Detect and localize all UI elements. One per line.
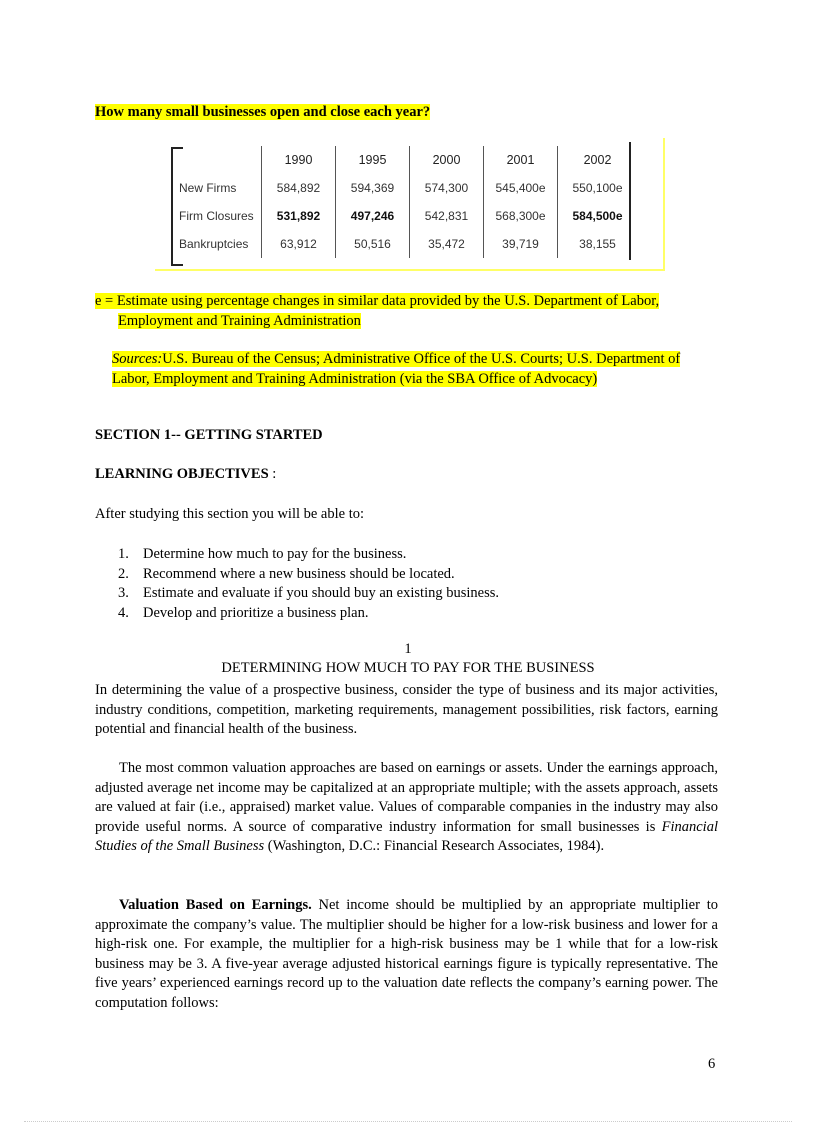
list-item: 2. Recommend where a new business should be located. bbox=[118, 565, 455, 582]
page-number: 6 bbox=[708, 1056, 716, 1072]
table-cell: 550,100e bbox=[558, 174, 638, 202]
table-cell: 594,369 bbox=[336, 174, 410, 202]
estimate-note-line1: e = Estimate using percentage changes in similar data provided by the U.S. Department of Labor, bbox=[95, 293, 660, 309]
estimate-note bbox=[95, 291, 725, 331]
year-header: 1990 bbox=[262, 146, 336, 174]
year-header: 2002 bbox=[558, 146, 638, 174]
paragraph-3: Valuation Based on Earnings. Net income should be multiplied by an appropriate multiplier to approximate the company’s value. The multiplier should be higher for a low-risk business and lower for a high-risk one. For example, the multiplier for a high-risk business may be 1 while that for a low-risk business may be 3. A five-year average adjusted historical earnings figure is typically representative. The five years’ experienced earnings record up to the valuation date reflects the company’s earning power. The computation follows: bbox=[95, 897, 718, 1011]
table-cell: 50,516 bbox=[336, 230, 410, 258]
question-heading: How many small businesses open and close each year? bbox=[95, 104, 431, 120]
list-item: 1. Determine how much to pay for the business. bbox=[118, 546, 407, 562]
business-statistics-table bbox=[173, 146, 637, 258]
list-item: 4. Develop and prioritize a business plan. bbox=[118, 604, 369, 621]
table-row bbox=[173, 230, 637, 258]
table-cell: 35,472 bbox=[410, 230, 484, 258]
row-label: New Firms bbox=[179, 181, 237, 195]
estimate-note-line2: Employment and Training Administration bbox=[118, 313, 361, 329]
table-row bbox=[173, 174, 637, 202]
paragraph-lead: Valuation Based on Earnings. bbox=[119, 897, 312, 913]
objectives-list bbox=[118, 545, 499, 623]
table-cell: 545,400e bbox=[484, 174, 558, 202]
table-cell: 531,892 bbox=[262, 202, 336, 230]
sources-note bbox=[112, 349, 712, 389]
business-statistics-table-image bbox=[155, 138, 665, 271]
table-cell: 574,300 bbox=[410, 174, 484, 202]
year-header: 1995 bbox=[336, 146, 410, 174]
table-cell: 39,719 bbox=[484, 230, 558, 258]
intro-text: After studying this section you will be able to: bbox=[95, 506, 365, 522]
chapter-title: DETERMINING HOW MUCH TO PAY FOR THE BUSINESS bbox=[221, 660, 595, 676]
chapter-number: 1 bbox=[404, 641, 412, 657]
book-title: Financial Studies of the Small Business bbox=[95, 818, 718, 854]
row-label: Firm Closures bbox=[179, 209, 254, 223]
table-corner-cell bbox=[173, 146, 262, 174]
paragraph-2: The most common valuation approaches are based on earnings or assets. Under the earnings approach, adjusted average net income may be capitalized at an appropriate multiple; with the assets approach, assets are valued at fair (i.e., appraised) market value. Values of comparable companies in the industry may also provide useful norms. A source of comparative industry information for small businesses is Financial Studies of the Small Business (Washington, D.C.: Financial Research Associates, 1984). bbox=[95, 760, 718, 854]
table-cell: 584,892 bbox=[262, 174, 336, 202]
page-bottom-divider bbox=[24, 1121, 792, 1122]
paragraph-1: In determining the value of a prospective business, consider the type of business and its major activities, industry conditions, competition, marketing requirements, management possibilities, risk factors, earning potential and financial health of the business. bbox=[95, 682, 718, 737]
table-row bbox=[173, 202, 637, 230]
sources-text: U.S. Bureau of the Census; Administrative Office of the U.S. Courts; U.S. Department of Labor, Employment and Training Administration (via the SBA Office of Advocacy) bbox=[112, 351, 681, 387]
table-header-row bbox=[173, 146, 637, 174]
list-item: 3. Estimate and evaluate if you should buy an existing business. bbox=[118, 585, 499, 601]
table-cell: 497,246 bbox=[336, 202, 410, 230]
objectives-heading: LEARNING OBJECTIVES : bbox=[95, 466, 277, 482]
table-cell: 542,831 bbox=[410, 202, 484, 230]
row-label: Bankruptcies bbox=[179, 237, 249, 251]
section-heading: SECTION 1-- GETTING STARTED bbox=[95, 427, 323, 443]
table-cell: 38,155 bbox=[558, 230, 638, 258]
year-header: 2000 bbox=[410, 146, 484, 174]
table-cell: 63,912 bbox=[262, 230, 336, 258]
year-header: 2001 bbox=[484, 146, 558, 174]
sources-label: Sources: bbox=[112, 351, 163, 367]
table-cell: 568,300e bbox=[484, 202, 558, 230]
table-cell: 584,500e bbox=[558, 202, 638, 230]
